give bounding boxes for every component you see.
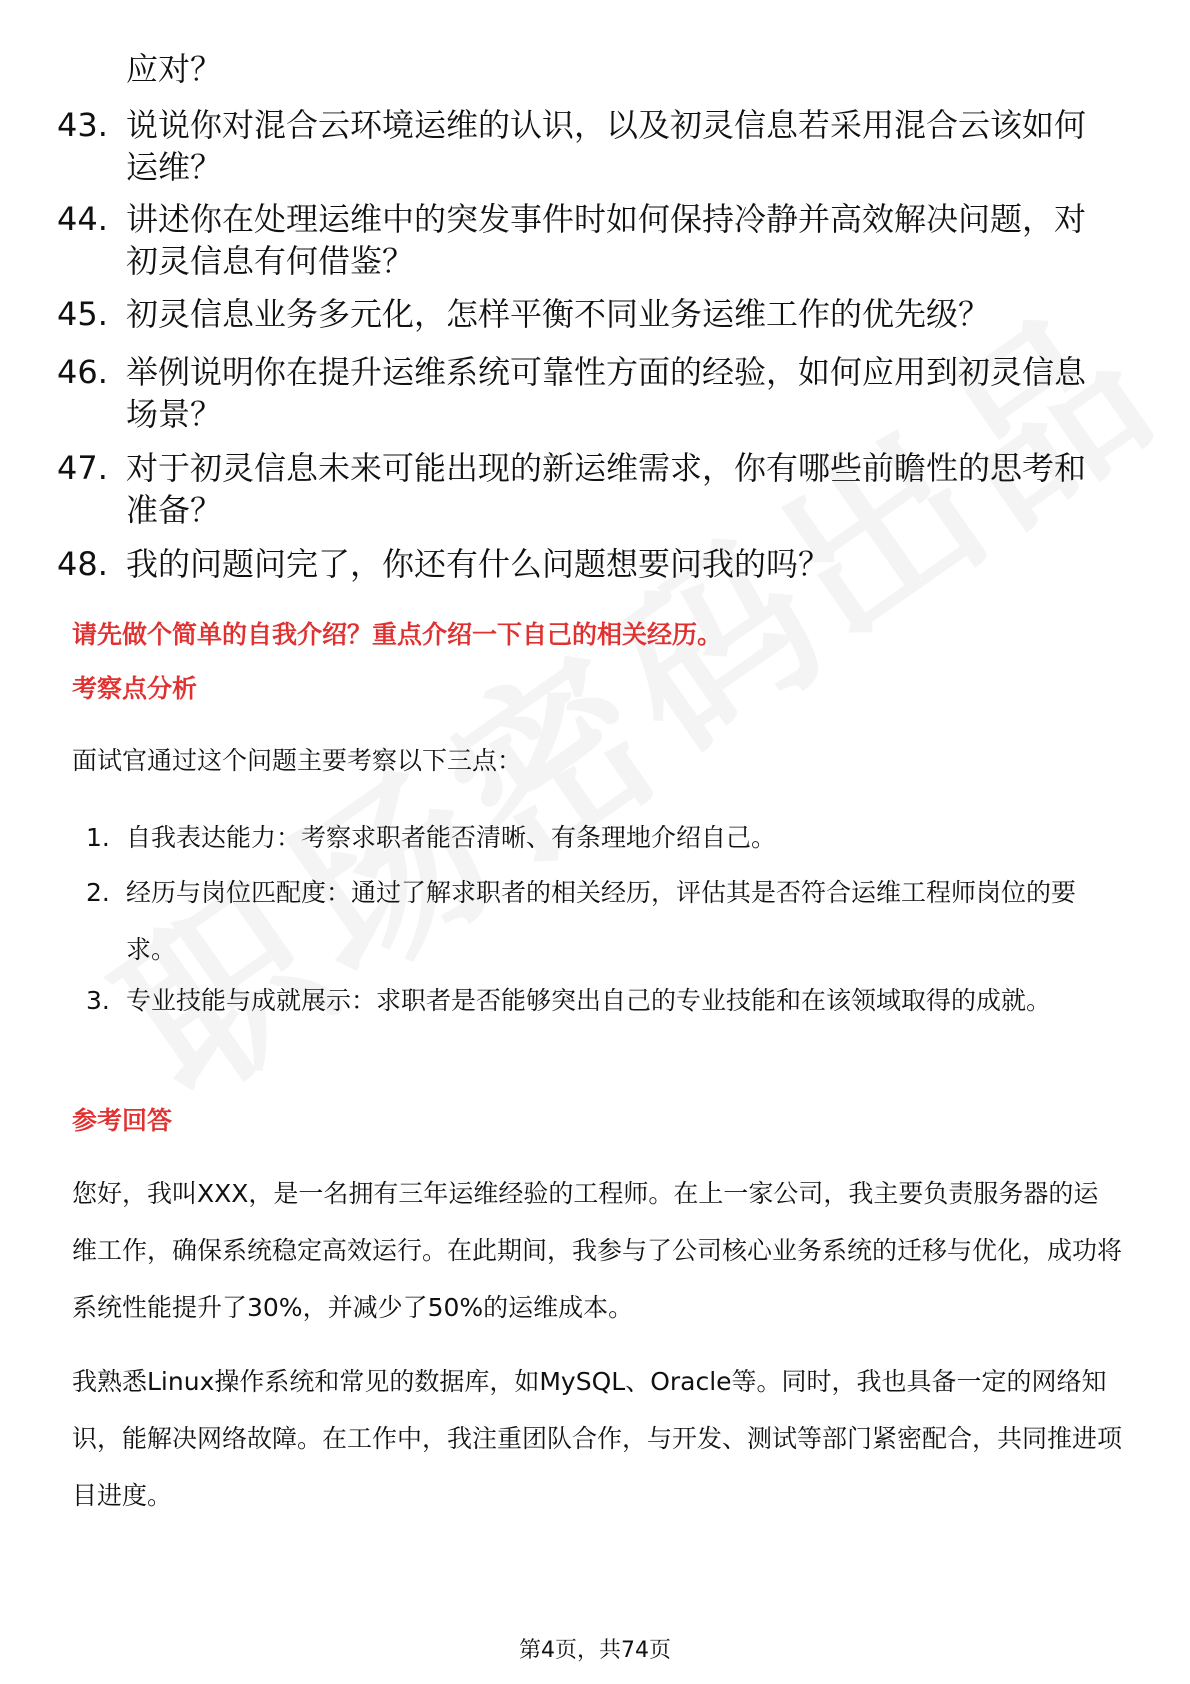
- question-text: 应对？: [126, 50, 223, 88]
- list-text: 经历与岗位匹配度：通过了解求职者的相关经历，评估其是否符合运维工程师岗位的要求。: [126, 878, 1077, 964]
- analysis-heading: 考察点分析: [72, 674, 198, 703]
- question-text: 初灵信息业务多元化，怎样平衡不同业务运维工作的优先级？: [126, 295, 991, 333]
- question-text: 对于初灵信息未来可能出现的新运维需求，你有哪些前瞻性的思考和准备？: [126, 449, 1087, 529]
- question-text: 说说你对混合云环境运维的认识，以及初灵信息若采用混合云该如何运维？: [126, 106, 1087, 186]
- question-number: 48.: [57, 545, 108, 583]
- question-text: 我的问题问完了，你还有什么问题想要问我的吗？: [126, 545, 831, 583]
- answer-heading: 参考回答: [72, 1106, 173, 1135]
- question-number: 43.: [57, 106, 108, 144]
- question-title: 请先做个简单的自我介绍？重点介绍一下自己的相关经历。: [72, 620, 723, 649]
- analysis-intro: 面试官通过这个问题主要考察以下三点：: [72, 746, 523, 775]
- page-footer: 第4页，共74页: [519, 1638, 671, 1663]
- list-number: 1.: [86, 823, 110, 852]
- list-number: 2.: [86, 878, 110, 907]
- answer-paragraph: 您好，我叫XXX，是一名拥有三年运维经验的工程师。在上一家公司，我主要负责服务器的运维工作，确保系统稳定高效运行。在此期间，我参与了公司核心业务系统的迁移与优化，成功将系统性能提升了30%，并减少了50%的运维成本。: [72, 1179, 1123, 1322]
- question-text: 举例说明你在提升运维系统可靠性方面的经验，如何应用到初灵信息场景？: [126, 353, 1087, 433]
- list-text: 专业技能与成就展示：求职者是否能够突出自己的专业技能和在该领域取得的成就。: [126, 986, 1052, 1015]
- question-number: 44.: [57, 200, 108, 238]
- question-number: 45.: [57, 295, 108, 333]
- question-number: 46.: [57, 353, 108, 391]
- list-number: 3.: [86, 986, 110, 1015]
- question-text: 讲述你在处理运维中的突发事件时如何保持冷静并高效解决问题，对初灵信息有何借鉴？: [126, 200, 1087, 280]
- list-text: 自我表达能力：考察求职者能否清晰、有条理地介绍自己。: [126, 823, 777, 852]
- answer-paragraph: 我熟悉Linux操作系统和常见的数据库，如MySQL、Oracle等。同时，我也具备一定的网络知识，能解决网络故障。在工作中，我注重团队合作，与开发、测试等部门紧密配合，共同推进项目进度。: [72, 1367, 1123, 1510]
- question-number: 47.: [57, 449, 108, 487]
